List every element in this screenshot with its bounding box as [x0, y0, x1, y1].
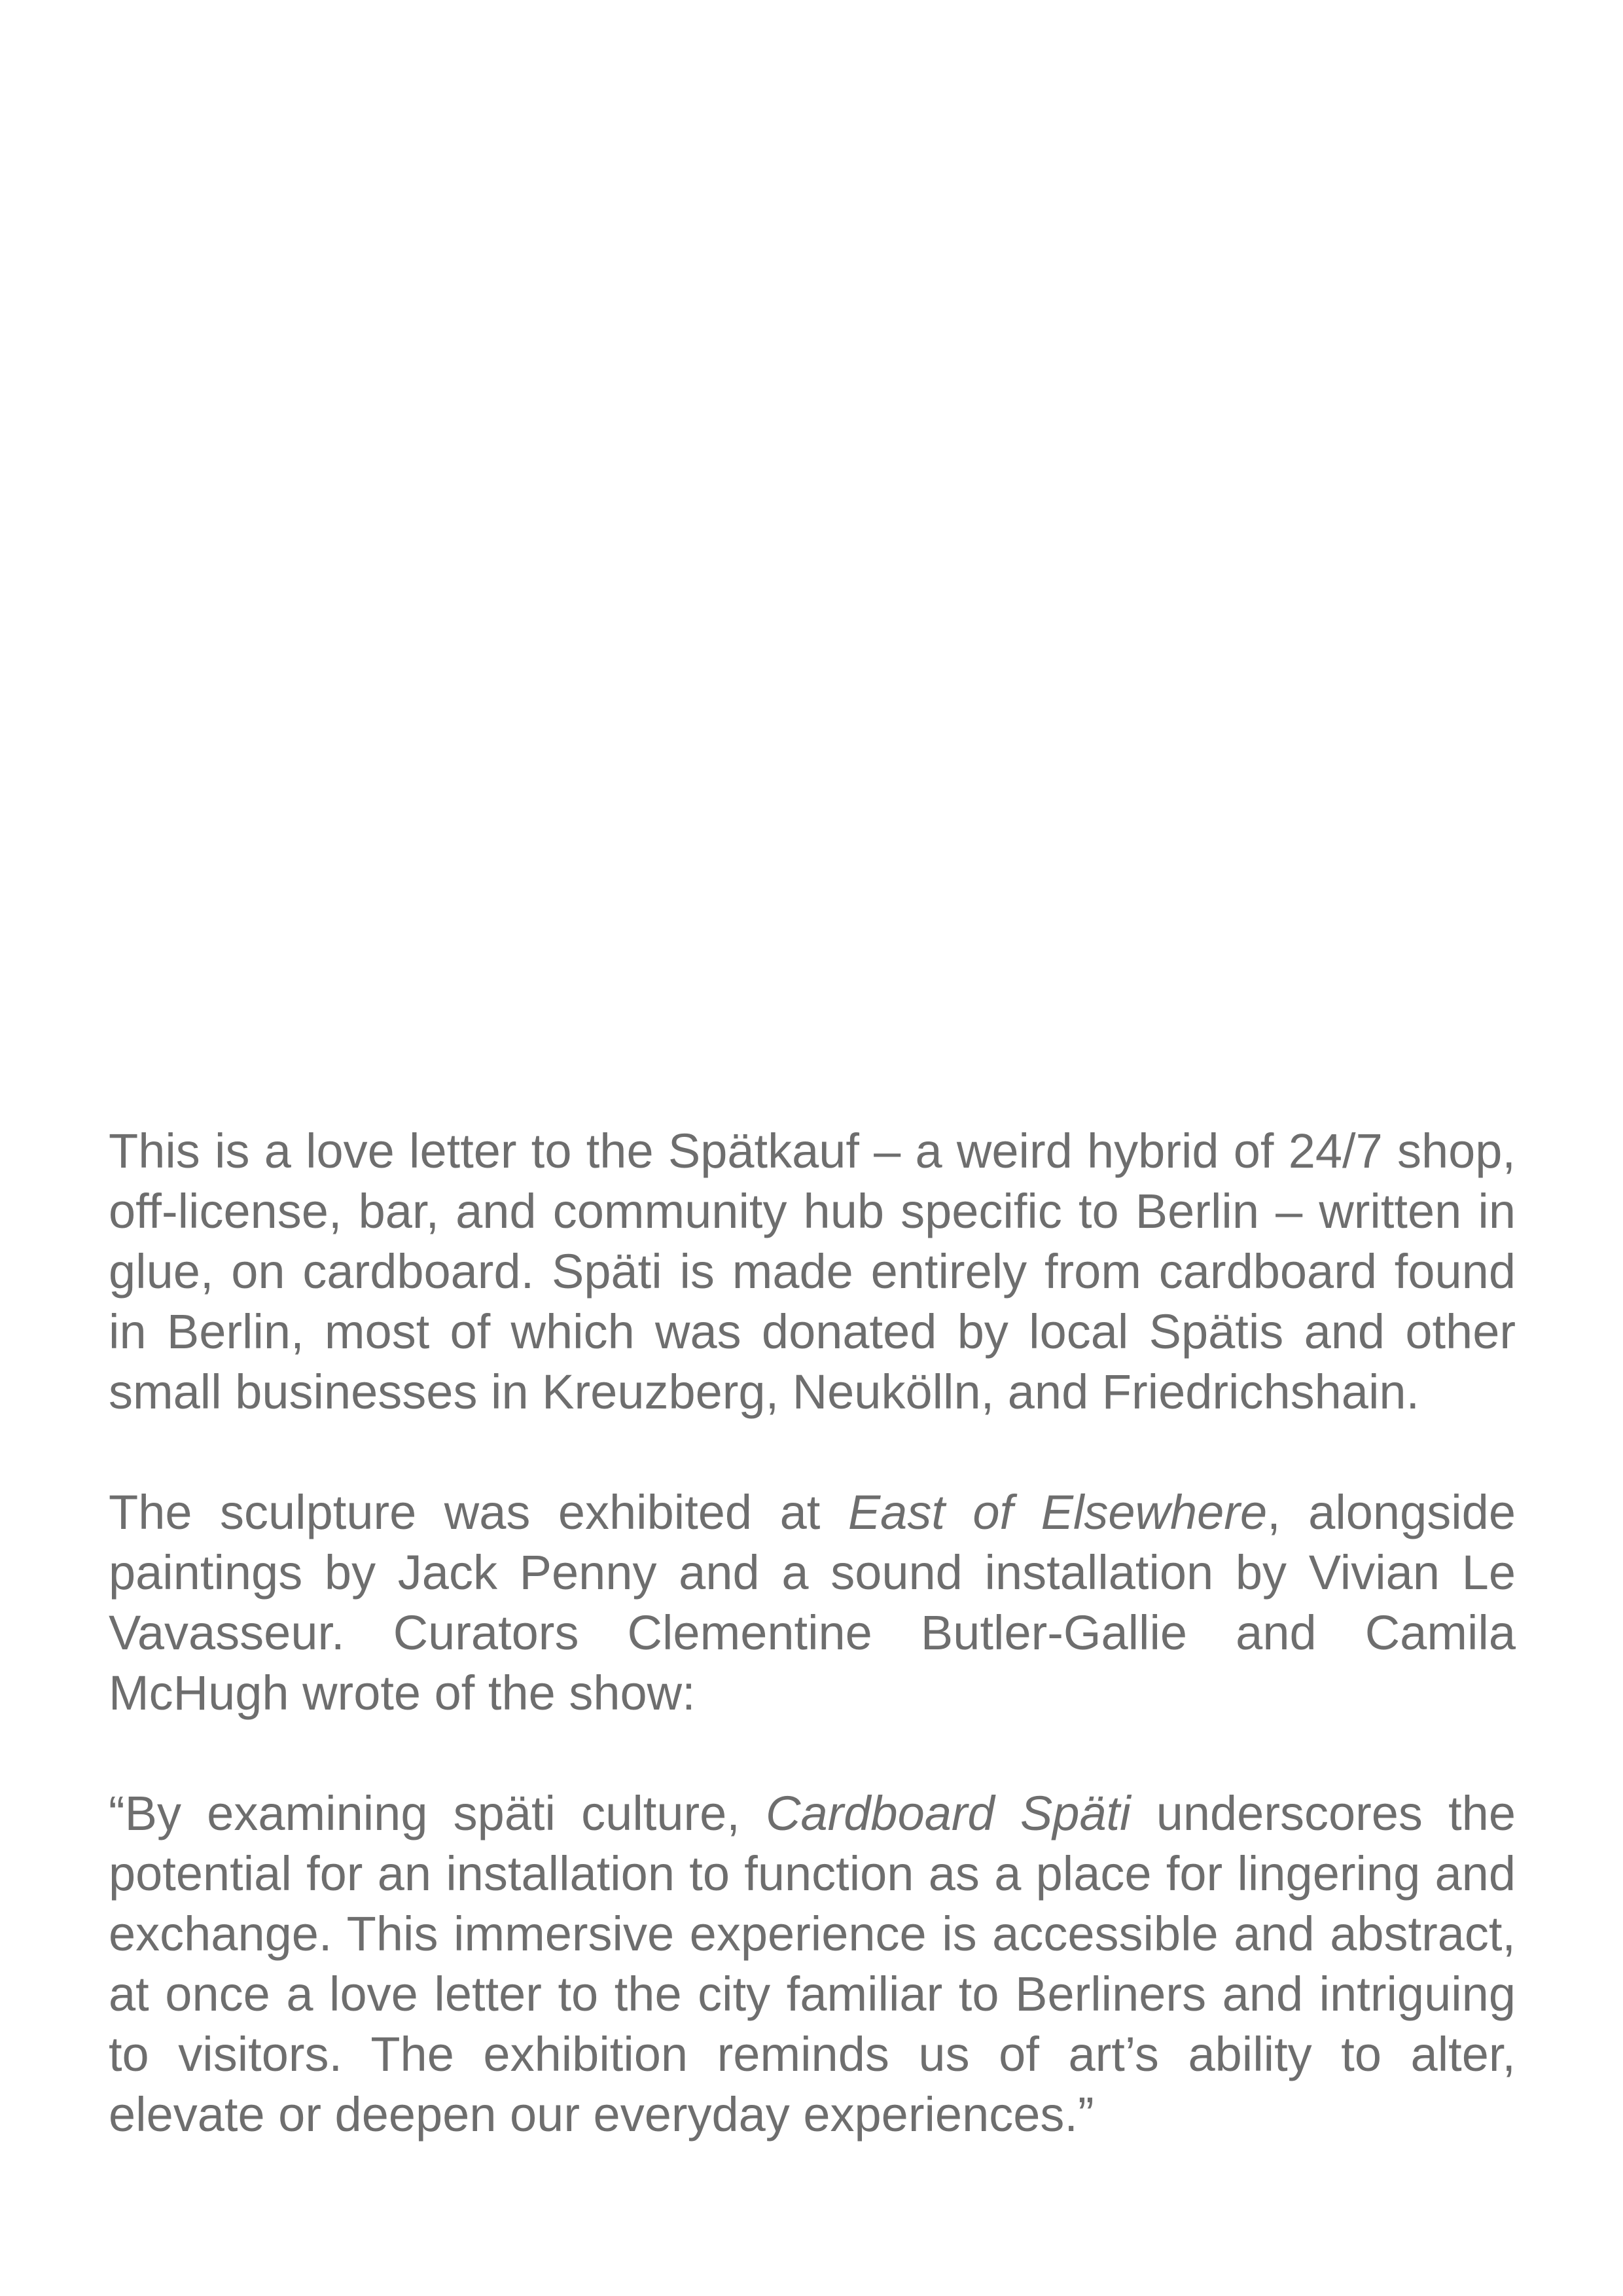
- exhibition-title: East of Elsewhere: [847, 1485, 1268, 1539]
- quote-text-end: underscores the potential for an installation to function as a place for lingering and exchange. This immersive experience is accessible and abstract, at once a love letter to the city familiar to Berliners and intriguing to visitors. The exhibition reminds us of art’s ability to alter, elevate or deepen our everyday experiences.”: [109, 1786, 1516, 2142]
- curator-quote: [109, 1784, 1516, 2145]
- exhibition-paragraph: [109, 1482, 1516, 1723]
- intro-paragraph: This is a love letter to the Spätkauf – a weird hybrid of 24/7 shop, off-license, bar, and community hub specific to Berlin – written in glue, on cardboard. Späti is made entirely from cardboard found in Berlin, most of which was donated by local Spätis and other small businesses in Kreuzberg, Neukölln, and Friedrichshain.: [109, 1124, 1516, 1419]
- exhibition-text-end: , alongside paintings by Jack Penny and a sound installation by Vivian Le Vavasseur. Curators Clementine Butler-Gallie and Camila McHugh wrote of the show:: [109, 1485, 1516, 1720]
- body-text: [109, 1121, 1516, 2145]
- exhibition-text-start: The sculpture was exhibited at: [109, 1485, 848, 1539]
- quote-text-start: “By examining späti culture,: [109, 1786, 766, 1840]
- work-title: Cardboard Späti: [766, 1786, 1131, 1840]
